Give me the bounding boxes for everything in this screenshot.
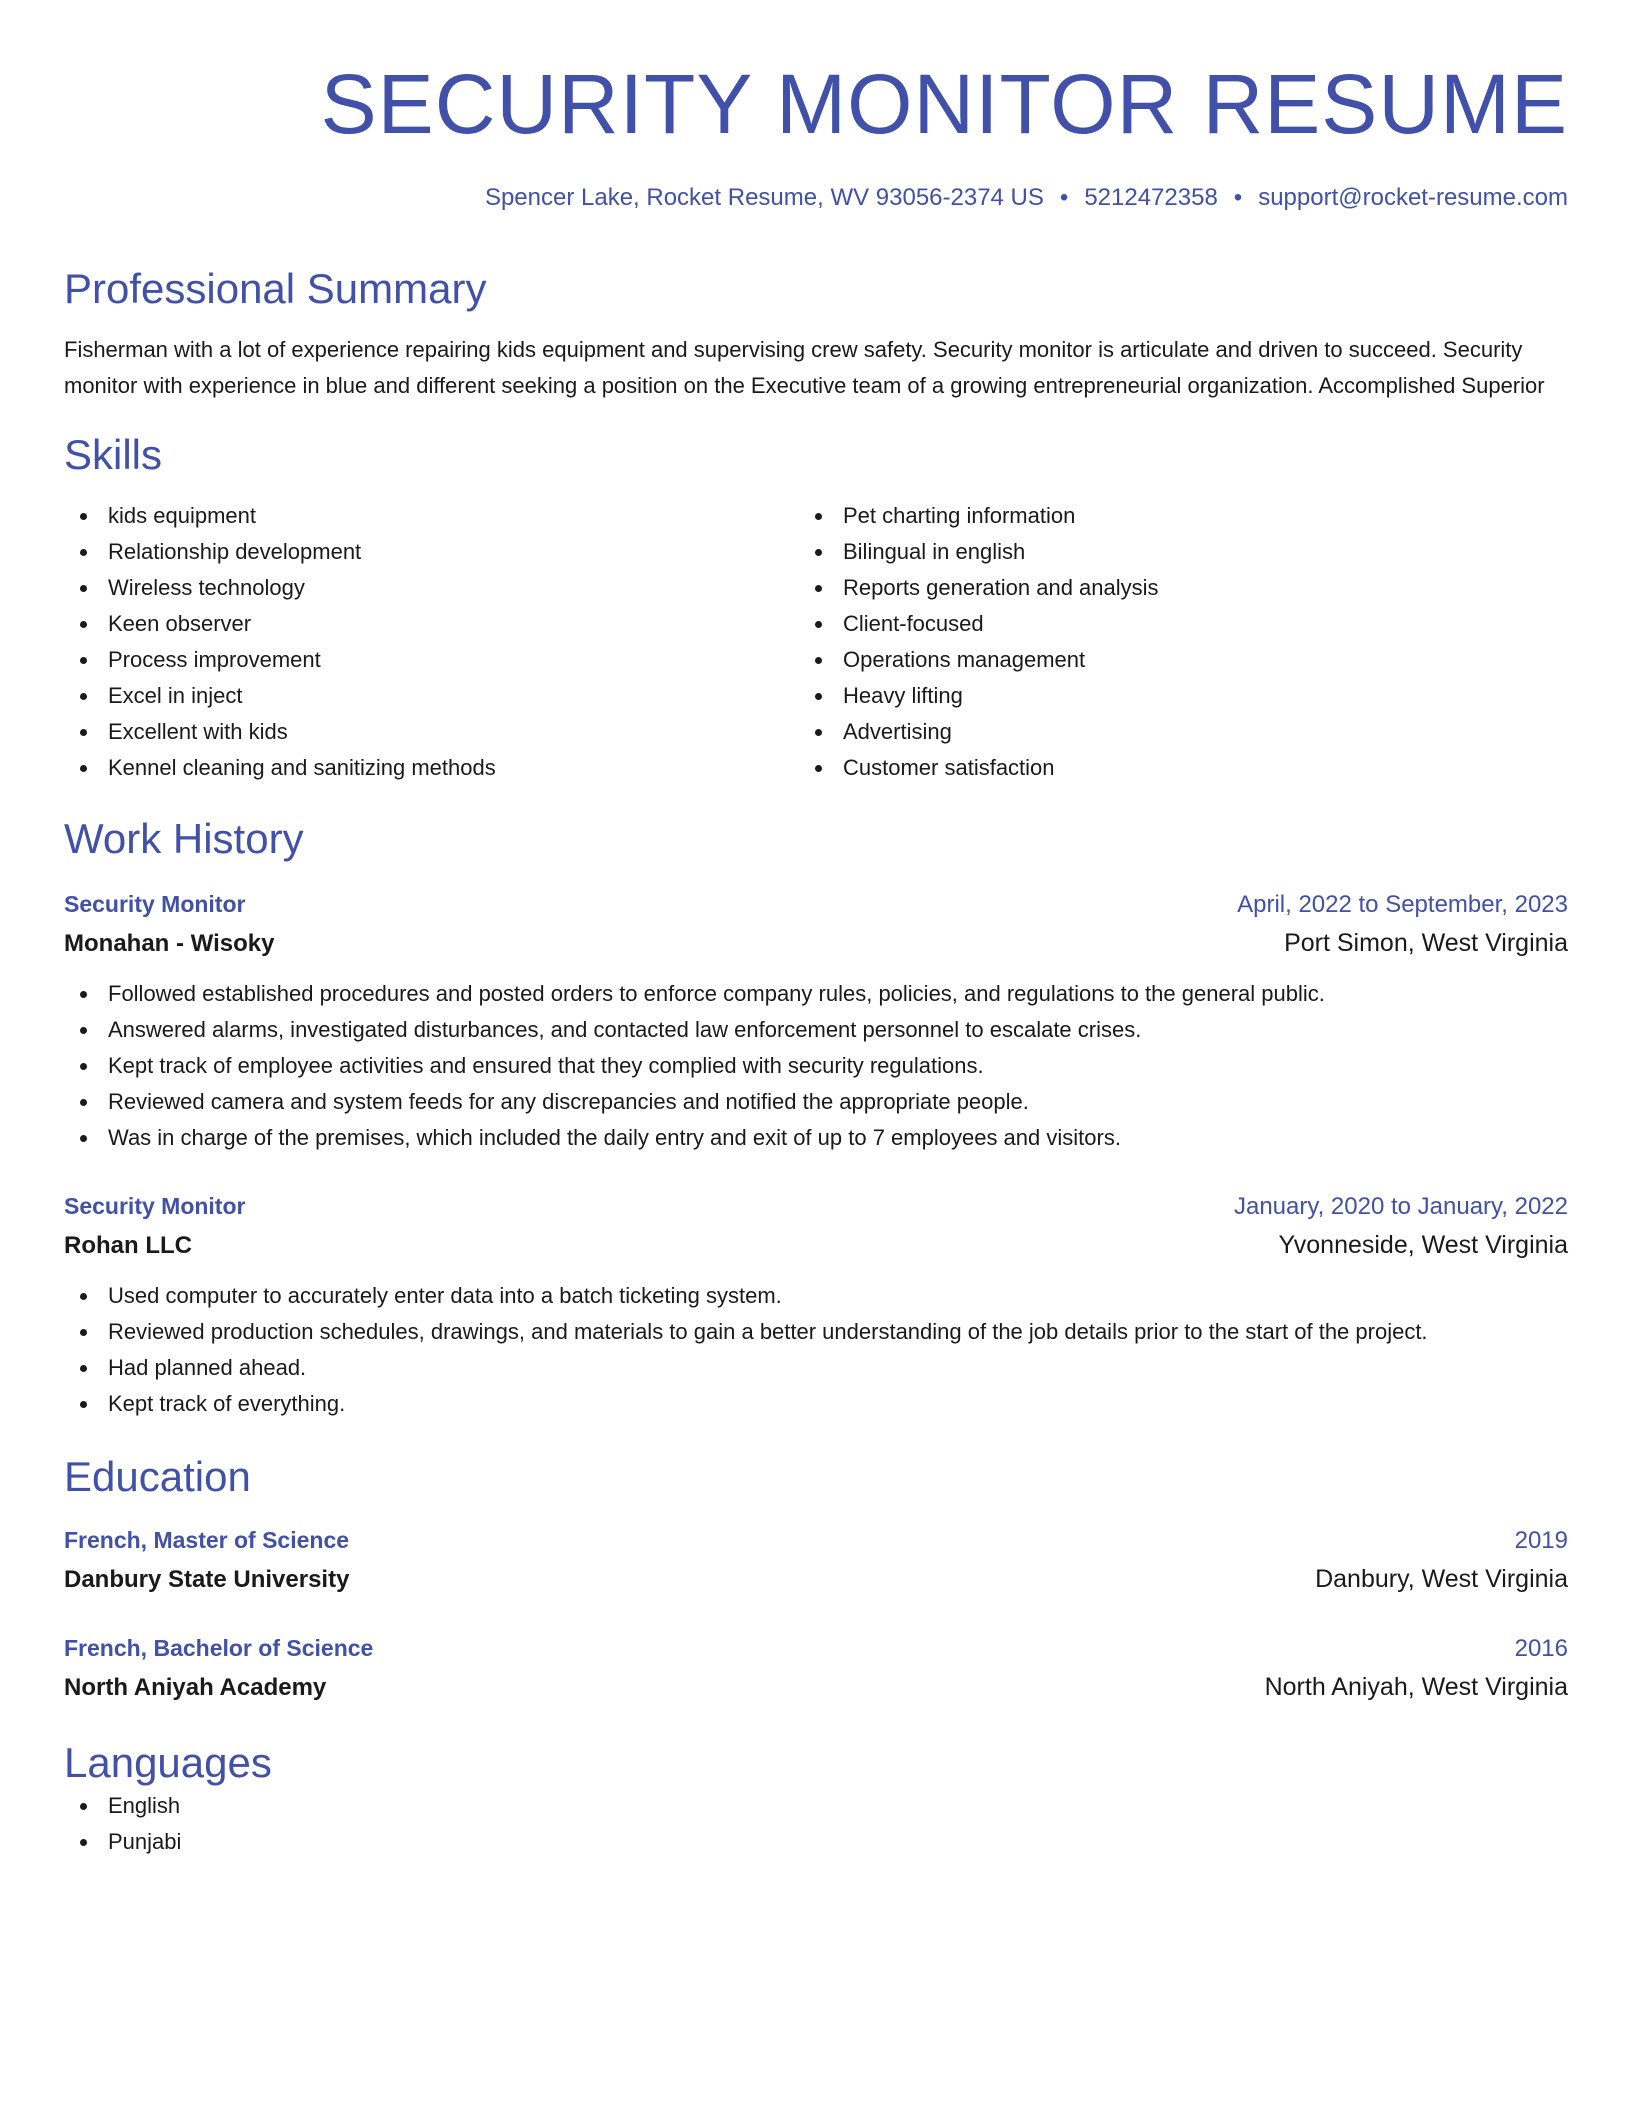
skill-item: Client-focused — [799, 606, 1534, 642]
job-duties-list — [64, 976, 1568, 1156]
skill-item: Operations management — [799, 642, 1534, 678]
contact-email: support@rocket-resume.com — [1258, 184, 1568, 211]
skill-item: Excel in inject — [64, 678, 799, 714]
section-heading-skills: Skills — [64, 431, 163, 478]
skill-item: Excellent with kids — [64, 714, 799, 750]
school-location: Danbury, West Virginia — [1315, 1565, 1568, 1593]
skill-item: Heavy lifting — [799, 678, 1534, 714]
contact-line — [64, 182, 1568, 214]
skill-item: Wireless technology — [64, 570, 799, 606]
education-entry — [64, 1630, 1568, 1708]
section-heading-languages: Languages — [64, 1739, 272, 1786]
job-duty: Kept track of everything. — [64, 1386, 1568, 1422]
job-duty: Answered alarms, investigated disturbances, and contacted law enforcement personnel to escalate crises. — [64, 1012, 1568, 1048]
skills-column-left — [64, 498, 799, 786]
graduation-year: 2016 — [1514, 1635, 1568, 1662]
contact-separator: • — [1233, 184, 1243, 211]
job-duty: Used computer to accurately enter data into a batch ticketing system. — [64, 1278, 1568, 1314]
contact-address: Spencer Lake, Rocket Resume, WV 93056-2374 US — [484, 184, 1044, 211]
language-item: Punjabi — [64, 1824, 1568, 1860]
language-item: English — [64, 1788, 1568, 1824]
skill-item: Pet charting information — [799, 498, 1534, 534]
skill-item: Process improvement — [64, 642, 799, 678]
graduation-year: 2019 — [1514, 1527, 1568, 1554]
school-row — [64, 1667, 1568, 1708]
degree-row — [64, 1522, 1568, 1559]
job-location: Yvonneside, West Virginia — [1278, 1231, 1568, 1259]
degree-title: French, Master of Science — [64, 1527, 350, 1553]
job-duty: Kept track of employee activities and ensured that they complied with security regulations. — [64, 1048, 1568, 1084]
employer-name: Rohan LLC — [64, 1232, 192, 1259]
employer-row — [64, 923, 1568, 964]
skill-item: Keen observer — [64, 606, 799, 642]
section-heading-education: Education — [64, 1453, 251, 1500]
employer-name: Monahan - Wisoky — [64, 930, 275, 957]
school-name: North Aniyah Academy — [64, 1674, 327, 1701]
employer-row — [64, 1225, 1568, 1266]
job-duty: Reviewed production schedules, drawings, and materials to gain a better understanding of the job details prior to the start of the project. — [64, 1314, 1568, 1350]
job-header-row — [64, 886, 1568, 923]
job-header-row — [64, 1188, 1568, 1225]
skills-list-right — [799, 498, 1534, 786]
skill-item: Reports generation and analysis — [799, 570, 1534, 606]
contact-separator: • — [1059, 184, 1069, 211]
job-duty: Was in charge of the premises, which included the daily entry and exit of up to 7 employees and visitors. — [64, 1120, 1568, 1156]
skills-column-right — [799, 498, 1534, 786]
school-name: Danbury State University — [64, 1566, 350, 1593]
skills-grid — [64, 498, 1568, 786]
section-heading-summary: Professional Summary — [64, 265, 487, 312]
languages-list — [64, 1788, 1568, 1860]
job-location: Port Simon, West Virginia — [1284, 929, 1568, 957]
skill-item: Bilingual in english — [799, 534, 1534, 570]
section-heading-work-history: Work History — [64, 815, 304, 862]
job-duty: Reviewed camera and system feeds for any discrepancies and notified the appropriate people. — [64, 1084, 1568, 1120]
job-duty: Followed established procedures and posted orders to enforce company rules, policies, and regulations to the general public. — [64, 976, 1568, 1012]
skill-item: Advertising — [799, 714, 1534, 750]
job-duty: Had planned ahead. — [64, 1350, 1568, 1386]
school-location: North Aniyah, West Virginia — [1264, 1673, 1568, 1701]
skill-item: Customer satisfaction — [799, 750, 1534, 786]
job-dates: April, 2022 to September, 2023 — [1237, 891, 1568, 918]
job-duties-list — [64, 1278, 1568, 1422]
school-row — [64, 1559, 1568, 1600]
contact-phone: 5212472358 — [1084, 184, 1218, 211]
job-title: Security Monitor — [64, 891, 246, 917]
skill-item: Kennel cleaning and sanitizing methods — [64, 750, 799, 786]
degree-row — [64, 1630, 1568, 1667]
job-dates: January, 2020 to January, 2022 — [1233, 1193, 1568, 1220]
job-title: Security Monitor — [64, 1193, 246, 1219]
work-entry — [64, 886, 1568, 1156]
skill-item: kids equipment — [64, 498, 799, 534]
resume-title: SECURITY MONITOR RESUME — [320, 57, 1568, 151]
summary-text: Fisherman with a lot of experience repairing kids equipment and supervising crew safety. Security monitor is articulate and driven to succeed. Security monitor with experience in blue and different seeking a position on the Executive team of a growing entrepreneurial organization. Accomplished Superior — [64, 337, 1545, 398]
work-entry — [64, 1188, 1568, 1422]
skills-list-left — [64, 498, 799, 786]
skill-item: Relationship development — [64, 534, 799, 570]
degree-title: French, Bachelor of Science — [64, 1635, 374, 1661]
education-entry — [64, 1522, 1568, 1600]
